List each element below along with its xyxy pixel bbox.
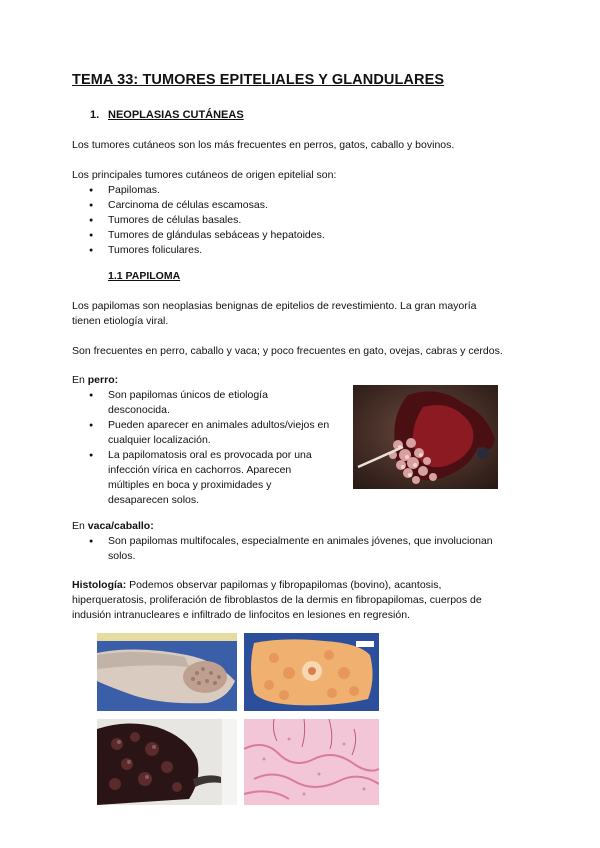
papillomatosis-lesion-photo <box>97 719 237 805</box>
list-item-line: desconocida. <box>108 404 170 416</box>
list-item <box>108 388 268 418</box>
perro-heading <box>72 373 118 388</box>
list-item: ● Tumores de glándulas sebáceas y hepatoides. <box>108 228 325 243</box>
list-item-line: cualquier localización. <box>108 434 211 446</box>
histologia-line <box>72 578 482 593</box>
list-item <box>108 534 493 564</box>
page-title: TEMA 33: TUMORES EPITELIALES Y GLANDULARES <box>72 72 445 88</box>
list-item: ● Tumores foliculares. <box>108 243 202 258</box>
list-item-line: ● Pueden aparecer en animales adultos/viejos en <box>108 419 330 431</box>
histologia-line: indusión intranucleares e infiltrado de linfocitos en lesiones en regresión. <box>72 609 410 621</box>
list-item-line: múltiples en boca y proximidades y <box>108 479 272 491</box>
list-item-line: ● La papilomatosis oral es provocada por una <box>108 449 312 461</box>
papilloma-specimen-photo <box>97 633 237 711</box>
list-item <box>108 448 312 508</box>
histologia-text: Podemos observar papilomas y fibropapilomas (bovino), acantosis, <box>126 579 442 591</box>
list-item: ● Tumores de células basales. <box>108 213 241 228</box>
histologia-line: hiperqueratosis, proliferación de fibroblastos de la dermis en fibropapilomas, cuerpos de <box>72 594 482 606</box>
perro-prefix: En <box>72 374 88 386</box>
vaca-heading <box>72 519 154 534</box>
list-item-line: infección vírica en cachorros. Aparecen <box>108 464 292 476</box>
list-item-line: ● Son papilomas multifocales, especialmente en animales jóvenes, que involucionan <box>108 535 493 547</box>
oral-papillomatosis-photo <box>353 385 498 489</box>
list-item <box>108 418 329 448</box>
histologia-paragraph <box>72 578 482 623</box>
perro-label: perro: <box>87 374 119 386</box>
section-heading <box>90 109 244 121</box>
section-number: 1. <box>90 109 100 121</box>
intro-paragraph: Los tumores cutáneos son los más frecuentes en perros, gatos, caballo y bovinos. <box>72 139 455 151</box>
list-item-line: ● Son papilomas únicos de etiología <box>108 389 268 401</box>
vaca-label: vaca/caballo: <box>87 520 154 532</box>
list-item-line: solos. <box>108 550 136 562</box>
histologia-label: Histología: <box>72 579 127 591</box>
histology-photo <box>244 719 379 805</box>
list-intro: Los principales tumores cutáneos de origen epitelial son: <box>72 169 337 181</box>
frequency-paragraph: Son frecuentes en perro, caballo y vaca; y poco frecuentes en gato, ovejas, cabras y cerdos. <box>72 345 503 357</box>
papiloma-paragraph-line: tienen etiología viral. <box>72 315 169 327</box>
list-item-line: desaparecen solos. <box>108 494 200 506</box>
subsection-heading: 1.1 PAPILOMA <box>108 270 181 282</box>
list-item: ● Carcinoma de células escamosas. <box>108 198 268 213</box>
section-heading-text: NEOPLASIAS CUTÁNEAS <box>108 109 244 121</box>
list-item: ● Papilomas. <box>108 183 160 198</box>
vaca-prefix: En <box>72 520 88 532</box>
tumor-section-photo <box>244 633 379 711</box>
papiloma-paragraph-line: Los papilomas son neoplasias benignas de epitelios de revestimiento. La gran mayoría <box>72 300 477 312</box>
